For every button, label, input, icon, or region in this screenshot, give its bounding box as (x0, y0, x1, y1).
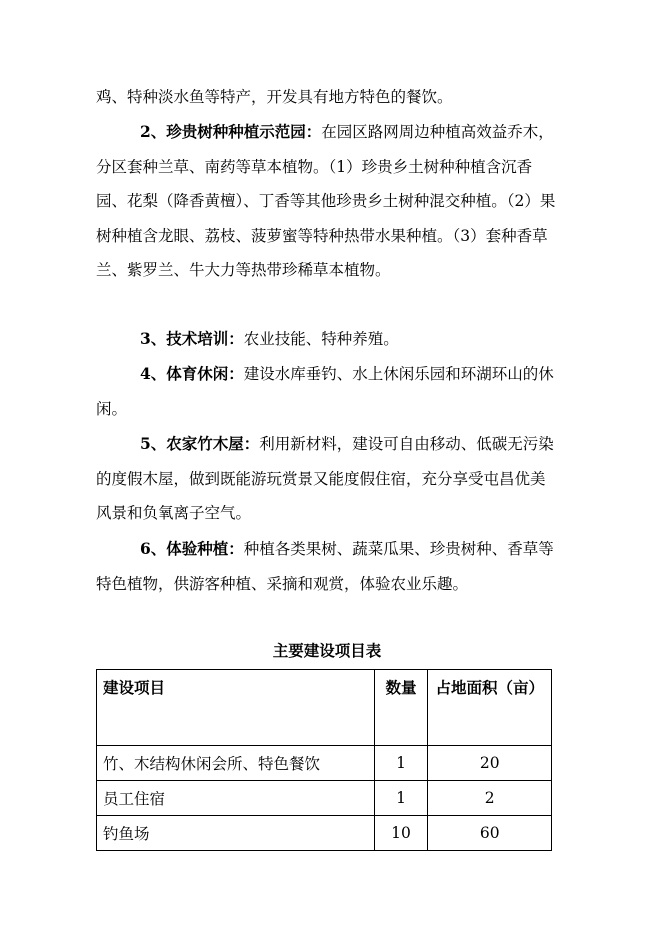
paragraph-heading: 6、体验种植： (140, 539, 244, 558)
paragraph-rare-trees (96, 115, 558, 288)
cell-qty: 1 (374, 781, 428, 816)
paragraph-planting-experience (96, 532, 558, 601)
table-row (97, 816, 552, 851)
paragraph-heading: 4、体育休闲： (140, 364, 244, 383)
paragraph-body: 种植各类果树、蔬菜瓜果、珍贵树种、香草等特色植物，供游客种植、采摘和观赏，体验农业乐趣。 (96, 540, 554, 593)
paragraph-heading: 3、技术培训： (140, 329, 244, 348)
header-qty: 数量 (374, 670, 428, 746)
paragraph-sports-leisure (96, 357, 558, 426)
cell-qty: 10 (374, 816, 428, 851)
header-item: 建设项目 (97, 670, 375, 746)
paragraph-training (96, 322, 558, 357)
table-header-row (97, 670, 552, 746)
cell-area: 20 (428, 746, 552, 781)
paragraph-body: 在园区路网周边种植高效益乔木，分区套种兰草、南药等草本植物。（1）珍贵乡土树种种植含沉香园、花梨（降香黄檀）、丁香等其他珍贵乡土树种混交种植。（2）果树种植含龙眼、荔枝、菠萝蜜等特种热带水果种植。（3）套种香草兰、紫罗兰、牛大力等热带珍稀草本植物。 (96, 123, 556, 279)
paragraph-body: 利用新材料，建设可自由移动、低碳无污染的度假木屋，做到既能游玩赏景又能度假住宿，充分享受屯昌优美风景和负氧离子空气。 (96, 435, 554, 522)
construction-projects-table (96, 669, 552, 851)
paragraph-continuation (96, 80, 558, 115)
header-area: 占地面积（亩） (428, 670, 552, 746)
table-row (97, 746, 552, 781)
paragraph-heading: 2、珍贵树种种植示范园： (140, 122, 322, 141)
cell-item: 员工住宿 (97, 781, 375, 816)
table-row (97, 781, 552, 816)
cell-item: 竹、木结构休闲会所、特色餐饮 (97, 746, 375, 781)
cell-qty: 1 (374, 746, 428, 781)
paragraph-text: 鸡、特种淡水鱼等特产，开发具有地方特色的餐饮。 (96, 88, 453, 106)
table-title: 主要建设项目表 (272, 641, 382, 660)
paragraph-bamboo-cabins (96, 427, 558, 531)
cell-area: 60 (428, 816, 552, 851)
cell-item: 钓鱼场 (97, 816, 375, 851)
paragraph-body: 建设水库垂钓、水上休闲乐园和环湖环山的休闲。 (96, 365, 554, 418)
paragraph-heading: 5、农家竹木屋： (140, 434, 260, 453)
paragraph-body: 农业技能、特种养殖。 (243, 330, 399, 348)
cell-area: 2 (428, 781, 552, 816)
